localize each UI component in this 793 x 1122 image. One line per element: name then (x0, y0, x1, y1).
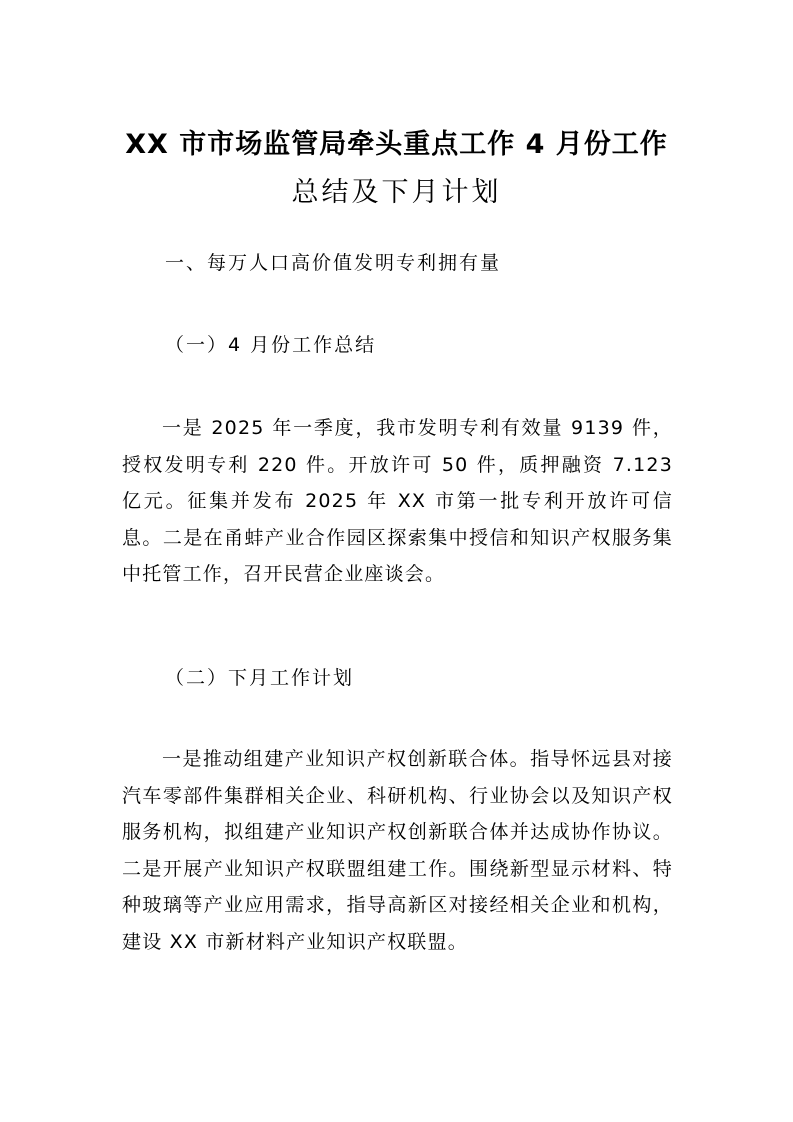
plan-paragraph: 一是推动组建产业知识产权创新联合体。指导怀远县对接汽车零部件集群相关企业、科研机构、行业协会以及知识产权服务机构，拟组建产业知识产权创新联合体并达成协作协议。二是开展产业知识产权联盟组建工作。围绕新型显示材料、特种玻璃等产业应用需求，指导高新区对接经相关企业和机构，建设 XX 市新材料产业知识产权联盟。 (122, 748, 673, 953)
subsection-heading-summary: （一）4 月份工作总结 (165, 334, 377, 356)
document-title-line-1: XX 市市场监管局牵头重点工作 4 月份工作 (125, 129, 668, 160)
section-heading: 一、每万人口高价值发明专利拥有量 (165, 252, 502, 274)
subsection-heading-plan: （二）下月工作计划 (165, 667, 355, 689)
summary-paragraph: 一是 2025 年一季度，我市发明专利有效量 9139 件，授权发明专利 220 件。开放许可 50 件，质押融资 7.123 亿元。征集并发布 2025 年 XX 市第一批专利开放许可信息。二是在甬蚌产业合作园区探索集中授信和知识产权服务集中托管工作，召开民营企业座谈会。 (122, 417, 673, 585)
document-title-line-2: 总结及下月计划 (291, 177, 502, 208)
